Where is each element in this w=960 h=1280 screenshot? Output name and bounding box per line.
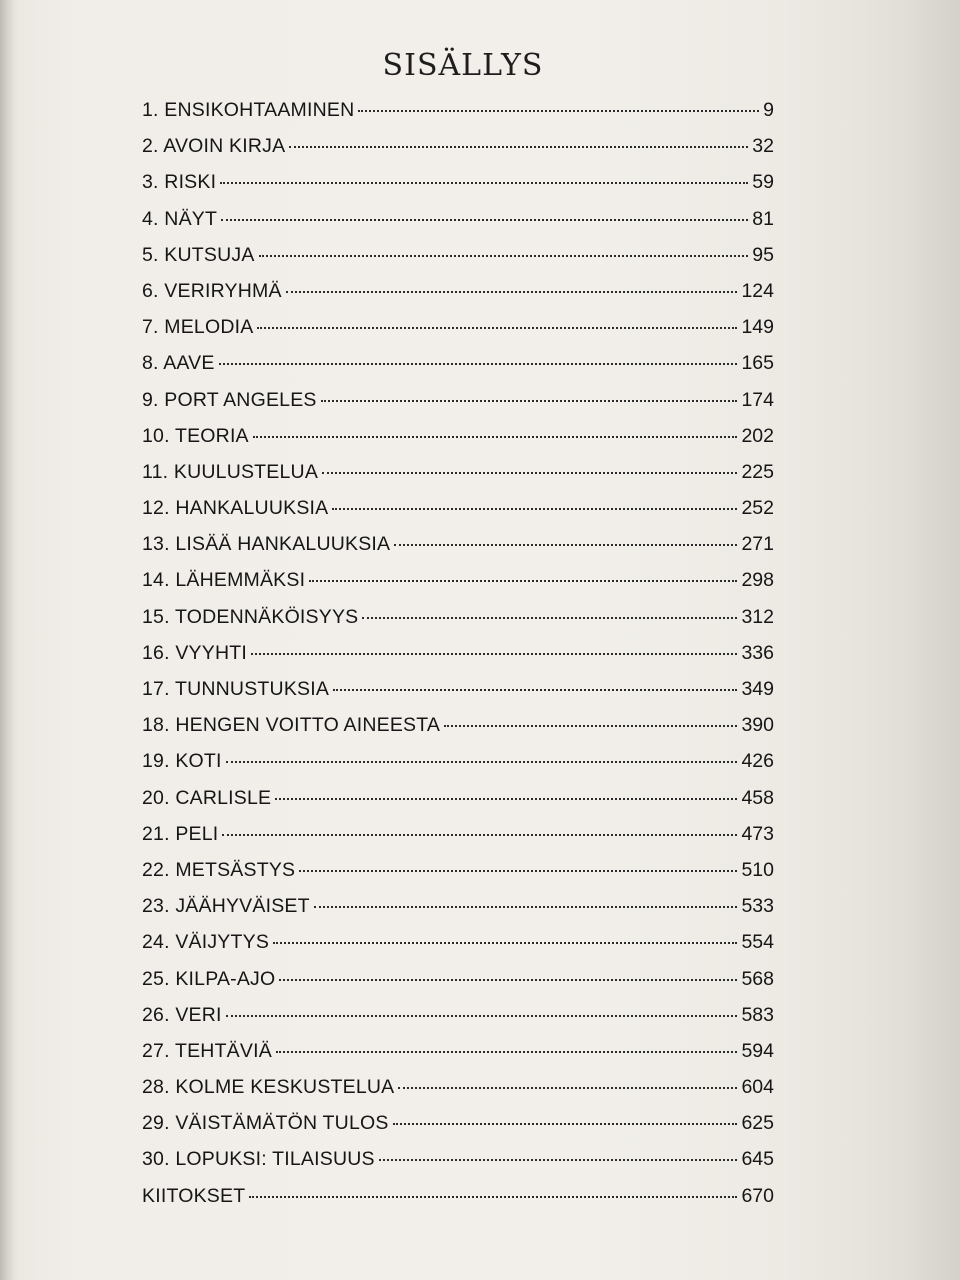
dot-leader	[332, 508, 737, 510]
dot-leader	[221, 219, 748, 221]
toc-entry-title: 30. LOPUKSI: TILAISUUS	[142, 1148, 375, 1171]
toc-entry	[142, 425, 774, 461]
toc-entry	[142, 606, 774, 642]
toc-entry-page-number: 124	[741, 279, 774, 302]
table-of-contents	[142, 99, 774, 1221]
toc-entry	[142, 135, 774, 171]
toc-entry-title: 18. HENGEN VOITTO AINEESTA	[142, 714, 441, 737]
toc-entry-page-number: 645	[741, 1148, 774, 1171]
toc-entry-title: 11. KUULUSTELUA	[142, 460, 319, 483]
dot-leader	[275, 798, 737, 800]
dot-leader	[309, 580, 737, 582]
toc-entry-page-number: 165	[741, 352, 774, 375]
toc-entry-page-number: 533	[741, 895, 774, 918]
dot-leader	[253, 436, 738, 438]
toc-entry	[142, 461, 774, 497]
toc-entry-title: 28. KOLME KESKUSTELUA	[142, 1076, 395, 1099]
toc-entry-title: 24. VÄIJYTYS	[142, 931, 270, 954]
toc-entry	[142, 569, 774, 605]
toc-entry-page-number: 473	[741, 822, 774, 845]
toc-entry-title: 21. PELI	[142, 822, 219, 845]
toc-entry	[142, 1076, 774, 1112]
toc-entry-page-number: 252	[741, 497, 774, 520]
toc-entry	[142, 642, 774, 678]
toc-entry-page-number: 32	[752, 135, 774, 158]
toc-entry-page-number: 174	[741, 388, 774, 411]
dot-leader	[358, 110, 759, 112]
toc-entry-title: 5. KUTSUJA	[142, 243, 255, 266]
toc-entry-title: 22. METSÄSTYS	[142, 858, 296, 881]
toc-entry	[142, 208, 774, 244]
toc-entry-page-number: 95	[752, 243, 774, 266]
toc-entry-page-number: 81	[752, 207, 774, 230]
dot-leader	[276, 1051, 738, 1053]
dot-leader	[249, 1196, 737, 1198]
toc-entry-page-number: 426	[741, 750, 774, 773]
toc-entry-page-number: 458	[741, 786, 774, 809]
toc-entry-page-number: 510	[741, 858, 774, 881]
toc-entry-title: 14. LÄHEMMÄKSI	[142, 569, 306, 592]
dot-leader	[257, 327, 737, 329]
toc-entry	[142, 1004, 774, 1040]
toc-entry-title: 16. VYYHTI	[142, 641, 247, 664]
toc-entry-title: 23. JÄÄHYVÄISET	[142, 895, 310, 918]
toc-entry	[142, 931, 774, 967]
dot-leader	[379, 1159, 738, 1161]
dot-leader	[219, 363, 738, 365]
toc-entry-title: 7. MELODIA	[142, 316, 254, 339]
toc-entry	[142, 99, 774, 135]
toc-entry-title: 29. VÄISTÄMÄTÖN TULOS	[142, 1112, 389, 1135]
dot-leader	[273, 942, 737, 944]
toc-entry-page-number: 670	[741, 1184, 774, 1207]
toc-entry-page-number: 225	[741, 460, 774, 483]
dot-leader	[251, 653, 737, 655]
page-gutter-shadow	[0, 0, 14, 1280]
toc-entry-page-number: 59	[752, 171, 774, 194]
dot-leader	[299, 870, 737, 872]
dot-leader	[444, 725, 737, 727]
toc-entry	[142, 389, 774, 425]
toc-entry-title: 3. RISKI	[142, 171, 217, 194]
toc-entry	[142, 244, 774, 280]
toc-entry-title: 1. ENSIKOHTAAMINEN	[142, 99, 355, 121]
toc-entry-page-number: 625	[741, 1112, 774, 1135]
toc-entry-title: 17. TUNNUSTUKSIA	[142, 678, 330, 700]
toc-entry	[142, 895, 774, 931]
toc-entry	[142, 533, 774, 569]
dot-leader	[222, 834, 737, 836]
toc-entry	[142, 171, 774, 207]
toc-entry-page-number: 298	[741, 569, 774, 592]
toc-entry	[142, 280, 774, 316]
toc-entry-page-number: 568	[741, 967, 774, 990]
dot-leader	[226, 761, 738, 763]
dot-leader	[362, 617, 737, 619]
toc-entry-page-number: 594	[741, 1039, 774, 1062]
toc-entry	[142, 1185, 774, 1221]
toc-entry	[142, 1112, 774, 1148]
dot-leader	[289, 146, 748, 148]
toc-entry-page-number: 554	[741, 931, 774, 954]
toc-entry-title: 6. VERIRYHMÄ	[142, 279, 282, 302]
dot-leader	[226, 1015, 738, 1017]
contents-heading: SISÄLLYS	[382, 48, 544, 84]
dot-leader	[398, 1087, 737, 1089]
toc-entry	[142, 787, 774, 823]
toc-entry	[142, 497, 774, 533]
dot-leader	[321, 400, 738, 402]
dot-leader	[259, 255, 749, 257]
toc-entry	[142, 859, 774, 895]
toc-entry-title: 19. KOTI	[142, 750, 222, 773]
toc-entry-title: 12. HANKALUUKSIA	[142, 497, 329, 520]
toc-entry	[142, 1148, 774, 1184]
dot-leader	[279, 979, 737, 981]
toc-entry-title: 15. TODENNÄKÖISYYS	[142, 605, 359, 628]
toc-entry	[142, 968, 774, 1004]
toc-entry-page-number: 583	[741, 1003, 774, 1026]
toc-entry-title: 26. VERI	[142, 1003, 222, 1026]
dot-leader	[394, 544, 737, 546]
toc-entry-page-number: 390	[741, 714, 774, 737]
toc-entry-title: 20. CARLISLE	[142, 786, 272, 809]
toc-entry	[142, 1040, 774, 1076]
toc-entry-title: 4. NÄYT	[142, 207, 218, 230]
toc-entry	[142, 678, 774, 714]
dot-leader	[286, 291, 738, 293]
toc-entry-title: 27. TEHTÄVIÄ	[142, 1039, 272, 1062]
toc-entry-page-number: 202	[741, 424, 774, 447]
toc-entry-page-number: 9	[763, 99, 774, 121]
dot-leader	[393, 1123, 738, 1125]
dot-leader	[333, 689, 737, 691]
dot-leader	[314, 906, 738, 908]
toc-entry	[142, 750, 774, 786]
toc-entry-page-number: 312	[741, 605, 774, 628]
toc-entry	[142, 316, 774, 352]
toc-entry	[142, 823, 774, 859]
toc-entry-title: 13. LISÄÄ HANKALUUKSIA	[142, 533, 391, 556]
toc-entry-title: 25. KILPA-AJO	[142, 967, 276, 990]
toc-entry-title: 9. PORT ANGELES	[142, 388, 317, 411]
toc-entry-page-number: 604	[741, 1076, 774, 1099]
page-edge-shadow	[780, 0, 960, 1280]
toc-entry	[142, 352, 774, 388]
toc-entry	[142, 714, 774, 750]
toc-entry-title: KIITOKSET	[142, 1184, 246, 1207]
dot-leader	[322, 472, 737, 474]
toc-entry-title: 2. AVOIN KIRJA	[142, 135, 286, 158]
toc-entry-page-number: 336	[741, 641, 774, 664]
toc-entry-page-number: 271	[741, 533, 774, 556]
toc-entry-title: 10. TEORIA	[142, 424, 249, 447]
toc-entry-page-number: 349	[741, 678, 774, 700]
dot-leader	[220, 182, 748, 184]
toc-entry-title: 8. AAVE	[142, 352, 215, 375]
toc-entry-page-number: 149	[741, 316, 774, 339]
